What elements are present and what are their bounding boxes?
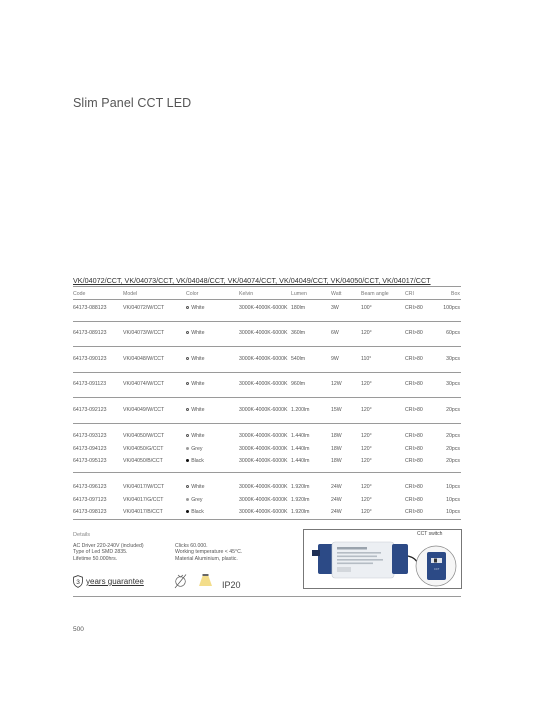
table-cell-lumen: 1.920lm xyxy=(291,509,310,515)
table-cell-box: 60pcs xyxy=(446,330,460,336)
table-cell-code: 64173-089123 xyxy=(73,330,107,336)
table-cell-box: 20pcs xyxy=(446,407,460,413)
table-cell-kelvin: 3000K-4000K-6000K xyxy=(239,305,288,311)
table-cell-box: 20pcs xyxy=(446,458,460,464)
table-cell-box: 30pcs xyxy=(446,356,460,362)
table-cell-model: VK/04017/W/CCT xyxy=(123,484,165,490)
table-cell-lumen: 360lm xyxy=(291,330,306,336)
table-cell-code: 64173-094123 xyxy=(73,446,107,452)
column-header-model: Model xyxy=(123,291,138,297)
table-cell-cri: CRI>80 xyxy=(405,381,423,387)
cct-switch-callout: CCT switch xyxy=(417,531,443,537)
column-header-code: Code xyxy=(73,291,86,297)
table-cell-watt: 6W xyxy=(331,330,339,336)
color-label: Black xyxy=(191,458,204,464)
table-cell-box: 30pcs xyxy=(446,381,460,387)
table-cell-lumen: 180lm xyxy=(291,305,306,311)
color-swatch xyxy=(186,357,189,360)
color-swatch xyxy=(186,498,189,501)
color-swatch xyxy=(186,306,189,309)
table-cell-lumen: 1.440lm xyxy=(291,433,310,439)
color-label: White xyxy=(191,305,205,311)
color-label: Grey xyxy=(191,497,203,503)
details-label: Details xyxy=(73,532,91,538)
table-cell-watt: 24W xyxy=(331,497,342,503)
table-cell-lumen: 960lm xyxy=(291,381,306,387)
table-cell-lumen: 540lm xyxy=(291,356,306,362)
table-cell-code: 64173-093123 xyxy=(73,433,107,439)
table-cell-cri: CRI>80 xyxy=(405,407,423,413)
table-cell-code: 64173-097123 xyxy=(73,497,107,503)
column-header-beam: Beam angle xyxy=(361,291,389,297)
color-label: White xyxy=(191,330,205,336)
table-cell-box: 10pcs xyxy=(446,509,460,515)
row-divider xyxy=(73,397,461,398)
color-label: White xyxy=(191,381,205,387)
detail-line: Material Aluminium, plastic. xyxy=(175,555,238,562)
table-cell-model: VK/04017/G/CCT xyxy=(123,497,164,503)
table-cell-watt: 9W xyxy=(331,356,339,362)
table-cell-kelvin: 3000K-4000K-6000K xyxy=(239,497,288,503)
table-cell-cri: CRI>80 xyxy=(405,509,423,515)
table-cell-beam: 100° xyxy=(361,305,372,311)
table-cell-beam: 120° xyxy=(361,484,372,490)
table-cell-code: 64173-088123 xyxy=(73,305,107,311)
table-cell-watt: 18W xyxy=(331,446,342,452)
table-cell-color xyxy=(186,509,204,515)
color-swatch xyxy=(186,331,189,334)
table-cell-beam: 120° xyxy=(361,407,372,413)
table-cell-cri: CRI>80 xyxy=(405,484,423,490)
table-cell-kelvin: 3000K-4000K-6000K xyxy=(239,330,288,336)
color-swatch xyxy=(186,447,189,450)
detail-line: Type of Led SMD 2835. xyxy=(73,549,128,556)
table-cell-color xyxy=(186,458,204,464)
table-cell-model: VK/04050/G/CCT xyxy=(123,446,164,452)
table-cell-box: 20pcs xyxy=(446,433,460,439)
table-cell-model: VK/04050/W/CCT xyxy=(123,433,165,439)
table-cell-box: 10pcs xyxy=(446,484,460,490)
page-number: 500 xyxy=(73,626,84,633)
page-title: Slim Panel CCT LED xyxy=(73,96,192,110)
table-cell-watt: 15W xyxy=(331,407,342,413)
svg-text:CCT: CCT xyxy=(434,568,440,571)
table-cell-beam: 110° xyxy=(361,356,372,362)
color-swatch xyxy=(186,382,189,385)
driver-photo xyxy=(304,530,461,588)
table-cell-kelvin: 3000K-4000K-6000K xyxy=(239,433,288,439)
table-cell-beam: 120° xyxy=(361,458,372,464)
row-divider xyxy=(73,346,461,347)
column-header-color: Color xyxy=(186,291,199,297)
color-swatch xyxy=(186,510,189,513)
table-cell-kelvin: 3000K-4000K-6000K xyxy=(239,458,288,464)
row-divider xyxy=(73,472,461,473)
table-cell-watt: 12W xyxy=(331,381,342,387)
table-cell-model: VK/04048/W/CCT xyxy=(123,356,165,362)
table-cell-code: 64173-096123 xyxy=(73,484,107,490)
color-label: White xyxy=(191,356,205,362)
column-header-cri: CRI xyxy=(405,291,414,297)
details-left xyxy=(73,543,144,562)
divider xyxy=(73,299,461,300)
table-cell-beam: 120° xyxy=(361,381,372,387)
table-cell-watt: 24W xyxy=(331,484,342,490)
table-cell-color xyxy=(186,356,204,362)
table-cell-box: 10pcs xyxy=(446,497,460,503)
guarantee-number: 3 xyxy=(76,578,80,586)
table-cell-model: VK/04072/W/CCT xyxy=(123,305,165,311)
table-cell-lumen: 1.440lm xyxy=(291,458,310,464)
table-cell-lumen: 1.920lm xyxy=(291,484,310,490)
row-divider xyxy=(73,372,461,373)
color-label: White xyxy=(191,433,205,439)
color-label: Black xyxy=(191,509,204,515)
table-cell-kelvin: 3000K-4000K-6000K xyxy=(239,381,288,387)
column-header-box: Box xyxy=(451,291,460,297)
details-right xyxy=(175,543,242,562)
light-beam-icon xyxy=(198,573,213,588)
table-cell-color xyxy=(186,381,204,387)
table-cell-beam: 120° xyxy=(361,433,372,439)
table-cell-cri: CRI>80 xyxy=(405,305,423,311)
table-cell-box: 20pcs xyxy=(446,446,460,452)
table-cell-color xyxy=(186,484,204,490)
table-cell-lumen: 1.200lm xyxy=(291,407,310,413)
color-label: Grey xyxy=(191,446,203,452)
color-swatch xyxy=(186,485,189,488)
table-cell-model: VK/04017/B/CCT xyxy=(123,509,163,515)
guarantee-badge-icon xyxy=(73,575,83,588)
table-cell-kelvin: 3000K-4000K-6000K xyxy=(239,407,288,413)
table-cell-lumen: 1.440lm xyxy=(291,446,310,452)
table-cell-code: 64173-098123 xyxy=(73,509,107,515)
table-cell-beam: 120° xyxy=(361,509,372,515)
color-swatch xyxy=(186,434,189,437)
color-swatch xyxy=(186,459,189,462)
table-cell-model: VK/04074/W/CCT xyxy=(123,381,165,387)
detail-line: AC Driver 220-240V (included) xyxy=(73,543,144,549)
table-cell-color xyxy=(186,305,204,311)
table-cell-model: VK/04049/W/CCT xyxy=(123,407,165,413)
table-cell-cri: CRI>80 xyxy=(405,356,423,362)
table-cell-lumen: 1.920lm xyxy=(291,497,310,503)
table-cell-cri: CRI>80 xyxy=(405,446,423,452)
product-photo xyxy=(303,529,462,589)
row-divider xyxy=(73,519,461,520)
color-swatch xyxy=(186,408,189,411)
column-header-kelvin: Kelvin xyxy=(239,291,254,297)
row-divider xyxy=(73,423,461,424)
table-cell-color xyxy=(186,446,202,452)
table-cell-color xyxy=(186,330,204,336)
table-cell-color xyxy=(186,497,202,503)
model-list: VK/04072/CCT, VK/04073/CCT, VK/04048/CCT, VK/04074/CCT, VK/04049/CCT, VK/04050/CCT, VK/04017/CCT xyxy=(73,276,431,285)
table-cell-model: VK/04050/B/CCT xyxy=(123,458,163,464)
column-header-lumen: Lumen xyxy=(291,291,307,297)
divider xyxy=(73,596,461,597)
table-cell-kelvin: 3000K-4000K-6000K xyxy=(239,356,288,362)
color-label: White xyxy=(191,484,205,490)
guarantee-block xyxy=(73,575,144,588)
ip-rating: IP20 xyxy=(222,580,241,590)
table-cell-watt: 3W xyxy=(331,305,339,311)
table-cell-color xyxy=(186,433,204,439)
table-cell-code: 64173-091123 xyxy=(73,381,107,387)
table-cell-beam: 120° xyxy=(361,446,372,452)
table-cell-kelvin: 3000K-4000K-6000K xyxy=(239,446,288,452)
table-cell-code: 64173-092123 xyxy=(73,407,107,413)
table-cell-cri: CRI>80 xyxy=(405,330,423,336)
table-cell-color xyxy=(186,407,204,413)
column-header-watt: Watt xyxy=(331,291,342,297)
table-cell-beam: 120° xyxy=(361,330,372,336)
detail-line: Lifetime 50.000hrs. xyxy=(73,555,118,562)
table-cell-box: 100pcs xyxy=(443,305,460,311)
table-cell-cri: CRI>80 xyxy=(405,433,423,439)
table-cell-watt: 24W xyxy=(331,509,342,515)
table-cell-watt: 18W xyxy=(331,458,342,464)
table-cell-cri: CRI>80 xyxy=(405,497,423,503)
color-label: White xyxy=(191,407,205,413)
table-cell-kelvin: 3000K-4000K-6000K xyxy=(239,509,288,515)
table-cell-beam: 120° xyxy=(361,497,372,503)
table-cell-model: VK/04073/W/CCT xyxy=(123,330,165,336)
divider xyxy=(73,286,461,287)
table-cell-watt: 18W xyxy=(331,433,342,439)
detail-line: Clicks 60.000. xyxy=(175,543,208,549)
row-divider xyxy=(73,321,461,322)
table-cell-code: 64173-090123 xyxy=(73,356,107,362)
detail-line: Working temperature < 45°C. xyxy=(175,549,243,556)
no-dimming-icon xyxy=(174,573,187,589)
guarantee-text: years guarantee xyxy=(86,577,144,586)
table-cell-code: 64173-095123 xyxy=(73,458,107,464)
table-cell-kelvin: 3000K-4000K-6000K xyxy=(239,484,288,490)
table-cell-cri: CRI>80 xyxy=(405,458,423,464)
